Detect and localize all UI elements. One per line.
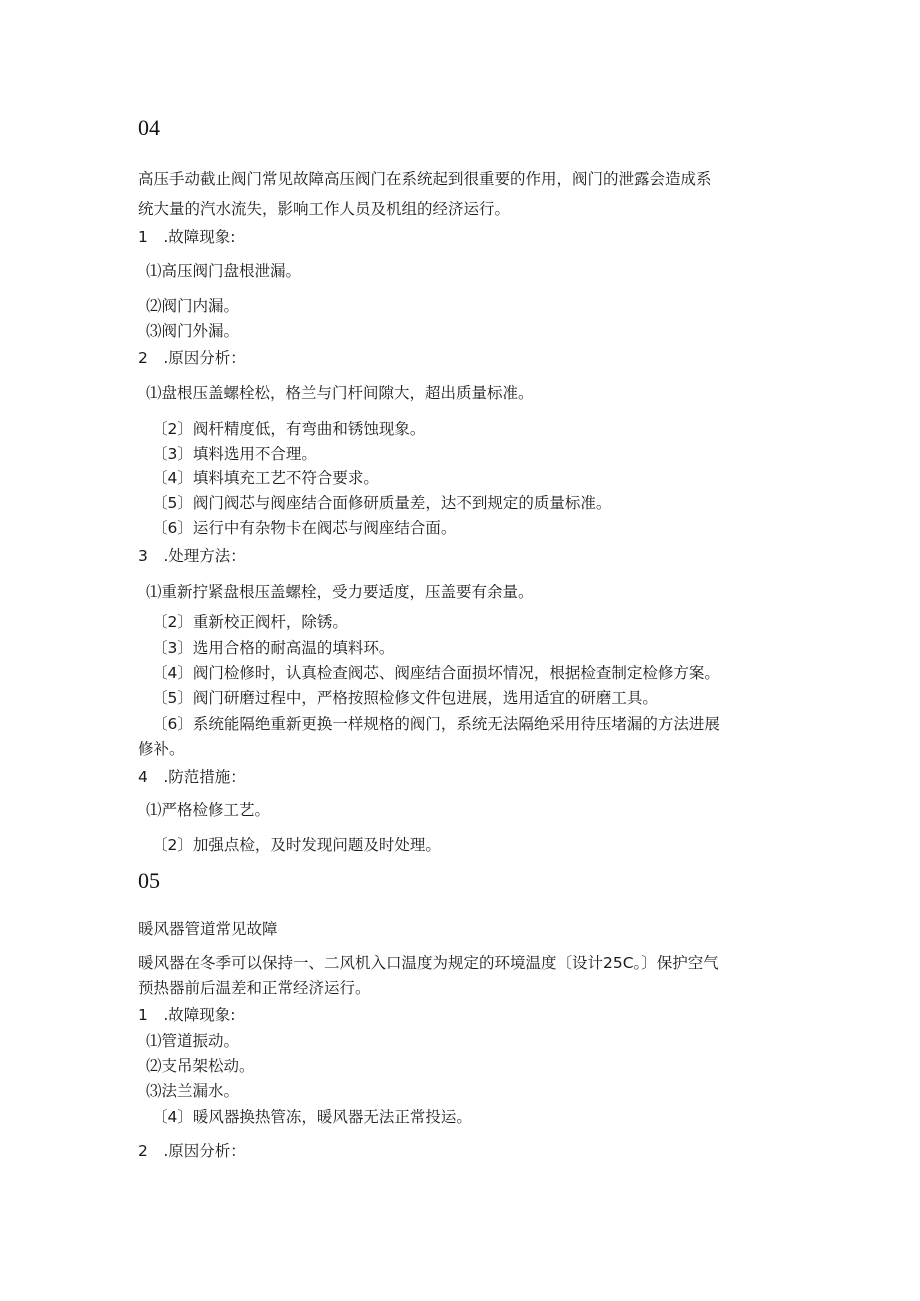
heading-cause-analysis: 2 .原因分析： — [138, 349, 246, 367]
list-item: 〔5〕阀门研磨过程中，严格按照检修文件包进展，选用适宜的研磨工具。 — [152, 689, 658, 707]
list-item: ⑴重新拧紧盘根压盖螺栓，受力要适度，压盖要有余量。 — [146, 583, 534, 601]
paragraph-line: 暖风器在冬季可以保持一、二风机入口温度为规定的环境温度〔设计25C。〕保护空气 — [138, 954, 719, 972]
paragraph-line: 预热器前后温差和正常经济运行。 — [138, 979, 371, 997]
list-item: 〔3〕选用合格的耐高温的填料环。 — [152, 639, 395, 657]
section-title: 暖风器管道常见故障 — [138, 920, 278, 938]
heading-fault-symptoms: 1 .故障现象: — [138, 228, 236, 246]
list-item: ⑵支吊架松动。 — [146, 1057, 255, 1075]
list-item: 〔6〕系统能隔绝重新更换一样规格的阀门，系统无法隔绝采用待压堵漏的方法进展 — [152, 715, 720, 733]
list-item: 〔3〕填料选用不合理。 — [152, 445, 317, 463]
section-number-04: 04 — [138, 115, 160, 140]
list-item: ⑴严格检修工艺。 — [146, 801, 271, 819]
heading-treatment: 3 .处理方法： — [138, 547, 246, 565]
heading-prevention: 4 .防范措施： — [138, 768, 246, 786]
heading-fault-symptoms: 1 .故障现象: — [138, 1006, 236, 1024]
list-item: ⑶法兰漏水。 — [146, 1082, 240, 1100]
list-item: 〔4〕暖风器换热管冻，暖风器无法正常投运。 — [152, 1108, 472, 1126]
list-item: 〔5〕阀门阀芯与阀座结合面修研质量差，达不到规定的质量标准。 — [152, 494, 612, 512]
list-item: 〔6〕运行中有杂物卡在阀芯与阀座结合面。 — [152, 519, 457, 537]
list-item-continued: 修补。 — [138, 740, 185, 758]
list-item: ⑴管道振动。 — [146, 1032, 240, 1050]
list-item: 〔2〕加强点检，及时发现问题及时处理。 — [152, 836, 441, 854]
list-item: 〔2〕重新校正阀杆，除锈。 — [152, 613, 348, 631]
list-item: ⑵阀门内漏。 — [146, 297, 240, 315]
paragraph-line: 高压手动截止阀门常见故障高压阀门在系统起到很重要的作用，阀门的泄露会造成系 — [138, 170, 712, 188]
list-item: 〔2〕阀杆精度低，有弯曲和锈蚀现象。 — [152, 420, 426, 438]
paragraph-line: 统大量的汽水流失，影响工作人员及机组的经济运行。 — [138, 200, 511, 218]
list-item: ⑴高压阀门盘根泄漏。 — [146, 262, 302, 280]
list-item: 〔4〕阀门检修时，认真检查阀芯、阀座结合面损坏情况，根据检查制定检修方案。 — [152, 664, 720, 682]
section-number-05: 05 — [138, 868, 160, 893]
list-item: ⑴盘根压盖螺栓松，格兰与门杆间隙大，超出质量标准。 — [146, 384, 534, 402]
heading-cause-analysis: 2 .原因分析： — [138, 1142, 246, 1160]
list-item: 〔4〕填料填充工艺不符合要求。 — [152, 469, 379, 487]
list-item: ⑶阀门外漏。 — [146, 322, 240, 340]
